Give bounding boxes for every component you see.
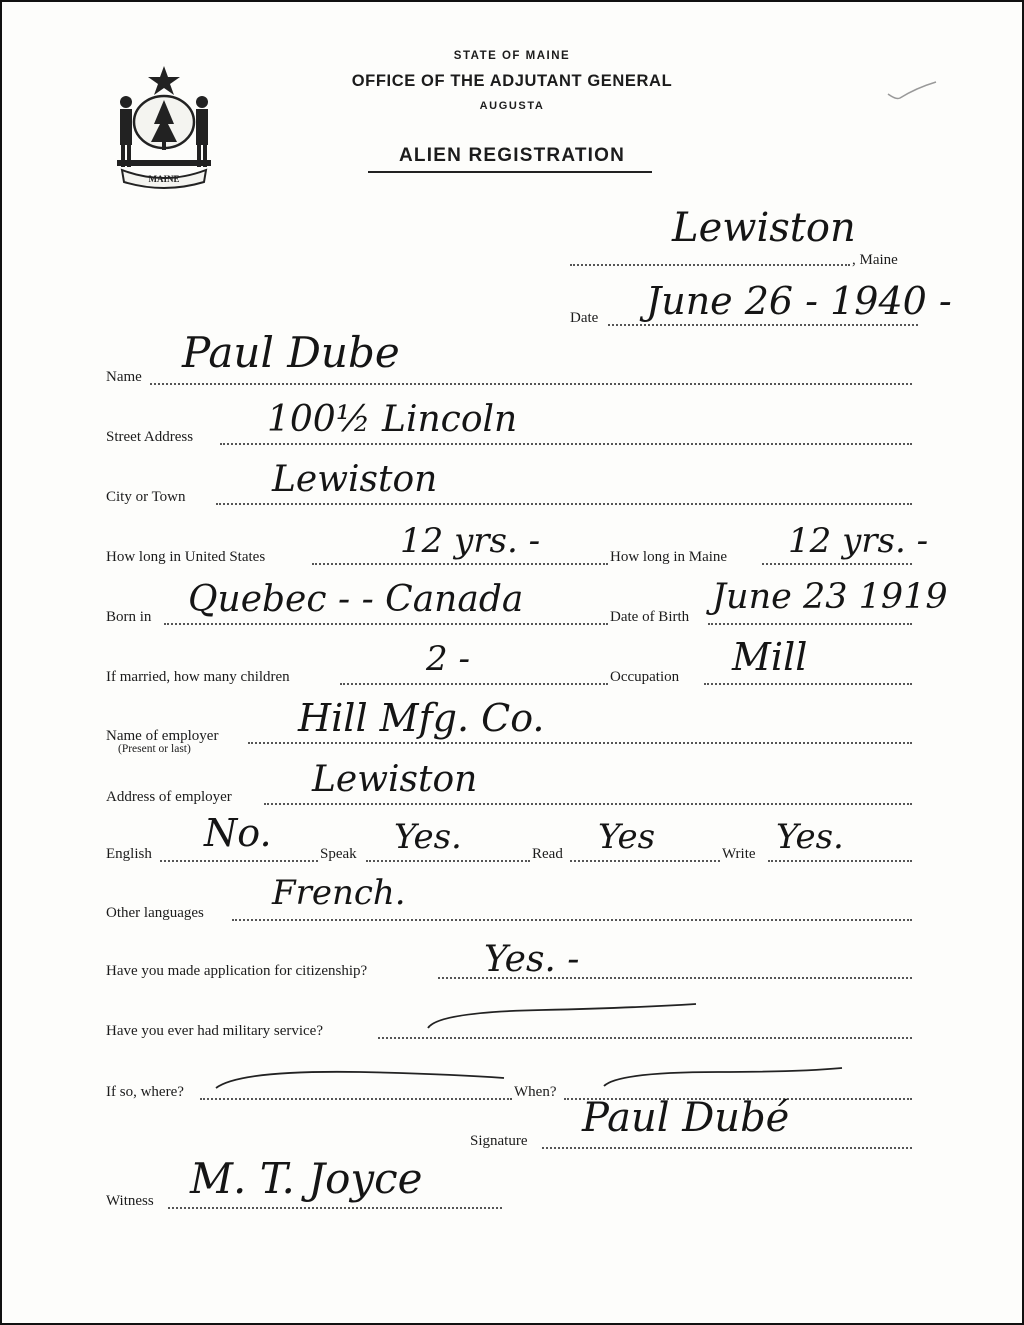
children-value: 2 -	[426, 639, 470, 679]
name-label: Name	[106, 369, 142, 385]
witness-value: M. T. Joyce	[190, 1154, 423, 1203]
english-line	[160, 860, 318, 862]
military-blank-stroke	[422, 1000, 702, 1034]
date-of-birth-value: June 23 1919	[712, 577, 948, 617]
occupation-label: Occupation	[610, 669, 680, 685]
signature-label: Signature	[470, 1133, 528, 1149]
born-in-value: Quebec - - Canada	[188, 579, 524, 620]
read-value: Yes	[598, 817, 656, 857]
write-label: Write	[722, 846, 756, 862]
read-label: Read	[532, 846, 563, 862]
employer-address-label: Address of employer	[106, 789, 232, 805]
city-or-town-line	[216, 503, 912, 505]
employer-address-value: Lewiston	[312, 759, 478, 800]
employer-note: (Present or last)	[118, 743, 191, 755]
city-or-town-value: Lewiston	[272, 459, 438, 500]
employer-address-line	[264, 803, 912, 805]
how-long-maine-label: How long in Maine	[610, 549, 728, 565]
write-line	[768, 860, 912, 862]
date-label: Date	[570, 310, 599, 326]
city-or-town-label: City or Town	[106, 489, 186, 505]
english-label: English	[106, 846, 152, 862]
form-title: ALIEN REGISTRATION	[398, 145, 626, 166]
how-long-maine-value: 12 yrs. -	[788, 521, 929, 561]
maine-label: , Maine	[852, 252, 898, 268]
occupation-value: Mill	[732, 635, 808, 679]
seal-motto: MAINE	[148, 174, 180, 184]
witness-line	[168, 1207, 502, 1209]
signature-line	[542, 1147, 912, 1149]
state-of-maine-seal-icon	[108, 62, 220, 192]
header-city: AUGUSTA	[479, 100, 545, 112]
other-languages-value: French.	[272, 873, 406, 913]
children-label: If married, how many children	[106, 669, 290, 685]
signature-value: Paul Dubé	[582, 1095, 790, 1141]
date-of-birth-line	[708, 623, 912, 625]
citizenship-label: Have you made application for citizenship?	[106, 963, 368, 979]
how-long-us-line	[312, 563, 608, 565]
street-address-value: 100½ Lincoln	[267, 399, 518, 440]
header-state: STATE OF MAINE	[453, 50, 571, 62]
occupation-line	[704, 683, 912, 685]
speak-label: Speak	[320, 846, 357, 862]
place-value: Lewiston	[672, 205, 856, 251]
if-so-where-label: If so, where?	[106, 1084, 184, 1100]
witness-label: Witness	[106, 1193, 154, 1209]
english-value: No.	[204, 811, 272, 855]
street-address-label: Street Address	[106, 429, 194, 445]
when-label: When?	[514, 1084, 557, 1100]
read-line	[570, 860, 720, 862]
speak-value: Yes.	[394, 817, 462, 857]
military-label: Have you ever had military service?	[106, 1023, 323, 1039]
how-long-maine-line	[762, 563, 912, 565]
other-languages-label: Other languages	[106, 905, 204, 921]
place-line	[570, 264, 850, 266]
check-mark-icon	[882, 76, 942, 106]
other-languages-line	[232, 919, 912, 921]
how-long-us-value: 12 yrs. -	[400, 521, 541, 561]
born-in-label: Born in	[106, 609, 152, 625]
where-blank-stroke	[210, 1064, 510, 1094]
employer-value: Hill Mfg. Co.	[298, 696, 545, 740]
citizenship-value: Yes. -	[484, 939, 580, 980]
date-value: June 26 - 1940 -	[646, 279, 952, 323]
speak-line	[366, 860, 530, 862]
children-line	[340, 683, 608, 685]
street-address-line	[220, 443, 912, 445]
when-blank-stroke	[598, 1064, 848, 1094]
employer-label: Name of employer	[106, 728, 219, 744]
name-line	[150, 383, 912, 385]
write-value: Yes.	[776, 817, 844, 857]
born-in-line	[164, 623, 608, 625]
military-line	[378, 1037, 912, 1039]
title-underline	[368, 171, 652, 173]
employer-line	[248, 742, 912, 744]
how-long-us-label: How long in United States	[106, 549, 266, 565]
date-line	[608, 324, 918, 326]
name-value: Paul Dube	[182, 328, 400, 377]
date-of-birth-label: Date of Birth	[610, 609, 690, 625]
header-office: OFFICE OF THE ADJUTANT GENERAL	[351, 72, 673, 90]
if-so-where-line	[200, 1098, 512, 1100]
